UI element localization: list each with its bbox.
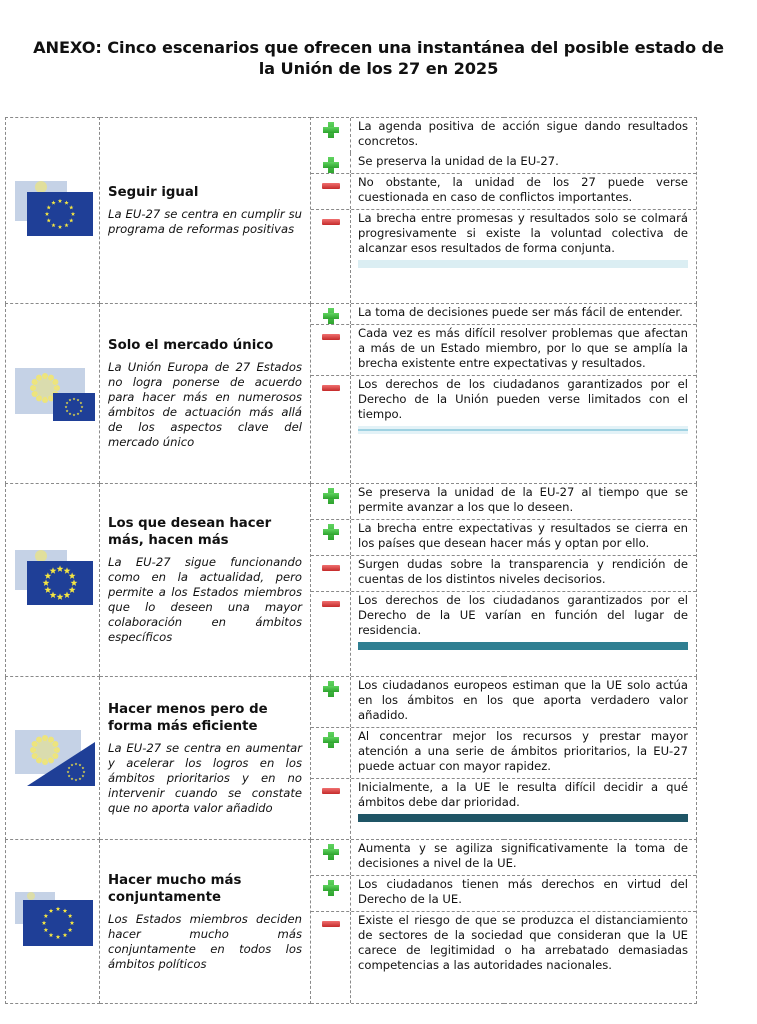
plus-icon — [323, 880, 339, 896]
item-text-content: Inicialmente, a la UE le resulta difícil decidir a qué ámbitos debe dar prioridad. — [358, 780, 688, 809]
eu-flag-small-icon — [15, 364, 95, 424]
advantage-item — [311, 118, 696, 153]
advantage-item — [311, 840, 696, 875]
scenario-row — [6, 840, 697, 1004]
scenario-description: La EU-27 se centra en cumplir su programa de reformas positivas — [108, 207, 302, 236]
integration-level-bar — [358, 426, 688, 434]
scenario-description-cell — [100, 484, 311, 677]
minus-icon — [322, 788, 340, 794]
scenario-description-cell — [100, 118, 311, 304]
item-text-content: No obstante, la unidad de los 27 puede verse cuestionada en caso de conflictos importantes. — [358, 175, 688, 204]
item-text-content: Los derechos de los ciudadanos garantizados por el Derecho de la Unión pueden verse limitados con el tiempo. — [358, 377, 688, 421]
sign-cell — [311, 779, 351, 839]
item-text-content: Al concentrar mejor los recursos y prestar mayor atención a una serie de ámbitos prioritarios, la EU-27 puede actuar con mayor rapidez. — [358, 729, 688, 773]
scenario-items-cell — [311, 118, 697, 304]
item-text-content: Existe el riesgo de que se produzca el distanciamiento de sectores de la sociedad que consideran que la UE carece de legitimidad o ha arrebatado demasiadas competencias a las autoridades nacionales. — [358, 913, 688, 972]
minus-icon — [322, 219, 340, 225]
sign-cell — [311, 174, 351, 209]
item-text-content: La brecha entre promesas y resultados solo se colmará progresivamente si existe la voluntad colectiva de alcanzar esos resultados de forma conjunta. — [358, 211, 688, 255]
scenario-flag-cell — [6, 304, 100, 484]
disadvantage-item — [311, 778, 696, 839]
scenario-description: Los Estados miembros deciden hacer mucho más conjuntamente en todos los ámbitos políticos — [108, 911, 302, 971]
item-text-content: Cada vez es más difícil resolver problemas que afectan a más de un Estado miembro, por lo que se amplía la brecha existente entre expectativas y resultados. — [358, 326, 688, 370]
item-text-content: La agenda positiva de acción sigue dando resultados concretos. — [358, 119, 688, 148]
item-text — [351, 779, 696, 839]
sign-cell — [311, 210, 351, 303]
minus-icon — [322, 334, 340, 340]
scenario-items-cell — [311, 840, 697, 1004]
scenario-row — [6, 677, 697, 840]
scenario-items-cell — [311, 304, 697, 484]
minus-icon — [322, 385, 340, 391]
scenario-flag-cell — [6, 484, 100, 677]
item-text — [351, 484, 696, 519]
plus-icon — [323, 122, 339, 138]
plus-icon — [323, 524, 339, 540]
scenario-row — [6, 484, 697, 677]
sign-cell — [311, 840, 351, 875]
eu-flag-full-icon — [15, 181, 95, 241]
minus-icon — [322, 601, 340, 607]
advantage-item — [311, 484, 696, 519]
disadvantage-item — [311, 911, 696, 1003]
item-text — [351, 840, 696, 875]
sign-cell — [311, 304, 351, 324]
scenario-description: La EU-27 se centra en aumentar y acelerar los logros en los ámbitos prioritarios y en no intervenir cuando se constate que no aporta valor añadido — [108, 740, 302, 815]
sign-cell — [311, 912, 351, 1003]
disadvantage-item — [311, 324, 696, 375]
integration-level-bar — [358, 260, 688, 268]
item-text — [351, 592, 696, 676]
item-text-content: Los derechos de los ciudadanos garantizados por el Derecho de la UE varían en función del lugar de residencia. — [358, 593, 688, 637]
scenario-title: Seguir igual — [108, 185, 199, 200]
scenario-description-cell — [100, 840, 311, 1004]
advantage-item — [311, 875, 696, 911]
scenario-row — [6, 118, 697, 304]
scenario-title: Hacer menos pero de forma más eficiente — [108, 701, 268, 734]
item-text — [351, 174, 696, 209]
scenario-title: Solo el mercado único — [108, 338, 274, 353]
advantage-item — [311, 153, 696, 173]
scenario-flag-cell — [6, 840, 100, 1004]
eu-flag-large-stars-icon — [15, 550, 95, 610]
item-text-content: Los ciudadanos europeos estiman que la UE solo actúa en los ámbitos en los que aporta verdadero valor añadido. — [358, 678, 688, 722]
item-text — [351, 912, 696, 1003]
scenario-description: La EU-27 sigue funcionando como en la actualidad, pero permite a los Estados miembros que lo deseen una mayor colaboración en ámbitos específicos — [108, 555, 302, 644]
scenario-flag-cell — [6, 118, 100, 304]
sign-cell — [311, 677, 351, 727]
advantage-item — [311, 727, 696, 778]
plus-icon — [323, 844, 339, 860]
disadvantage-item — [311, 173, 696, 209]
sign-cell — [311, 520, 351, 555]
sign-cell — [311, 376, 351, 483]
sign-cell — [311, 153, 351, 173]
sign-cell — [311, 325, 351, 375]
scenario-description-cell — [100, 304, 311, 484]
item-text-content: La brecha entre expectativas y resultados se cierra en los países que desean hacer más y optan por ello. — [358, 521, 688, 550]
item-text-content: Los ciudadanos tienen más derechos en virtud del Derecho de la UE. — [358, 877, 688, 906]
scenario-flag-cell — [6, 677, 100, 840]
minus-icon — [322, 921, 340, 927]
item-text — [351, 376, 696, 483]
item-text — [351, 677, 696, 727]
scenario-description-cell — [100, 677, 311, 840]
item-text-content: La toma de decisiones puede ser más fácil de entender. — [358, 305, 683, 319]
disadvantage-item — [311, 209, 696, 303]
disadvantage-item — [311, 375, 696, 483]
item-text — [351, 153, 696, 173]
plus-icon — [323, 157, 339, 173]
plus-icon — [323, 488, 339, 504]
disadvantage-item — [311, 591, 696, 676]
item-text — [351, 210, 696, 303]
eu-flag-triangle-icon — [15, 728, 95, 788]
sign-cell — [311, 592, 351, 676]
item-text — [351, 325, 696, 375]
eu-flag-wide-icon — [15, 892, 95, 952]
scenario-row — [6, 304, 697, 484]
item-text — [351, 728, 696, 778]
sign-cell — [311, 876, 351, 911]
minus-icon — [322, 565, 340, 571]
disadvantage-item — [311, 555, 696, 591]
sign-cell — [311, 484, 351, 519]
page-title-line-2: la Unión de los 27 en 2025 — [258, 59, 499, 78]
minus-icon — [322, 183, 340, 189]
scenario-title: Los que desean hacer más, hacen más — [108, 516, 272, 548]
integration-level-bar — [358, 642, 688, 650]
item-text-content: Se preserva la unidad de la EU-27 al tiempo que se permite avanzar a los que lo deseen. — [358, 485, 688, 514]
page-title-line-1: ANEXO: Cinco escenarios que ofrecen una instantánea del posible estado de — [33, 38, 724, 57]
item-text-content: Se preserva la unidad de la EU-27. — [358, 154, 559, 168]
plus-icon — [323, 681, 339, 697]
item-text-content: Aumenta y se agiliza significativamente la toma de decisiones a nivel de la UE. — [358, 841, 688, 870]
scenario-description: La Unión Europa de 27 Estados no logra ponerse de acuerdo para hacer más en numerosos ámbitos de actuación más allá de los aspectos clave del mercado único — [108, 360, 302, 449]
plus-icon — [323, 308, 339, 324]
advantage-item — [311, 677, 696, 727]
item-text — [351, 520, 696, 555]
page-title — [0, 37, 757, 79]
item-text — [351, 556, 696, 591]
advantage-item — [311, 304, 696, 324]
item-text — [351, 876, 696, 911]
integration-level-bar — [358, 814, 688, 822]
sign-cell — [311, 118, 351, 153]
scenario-items-cell — [311, 484, 697, 677]
item-text — [351, 118, 696, 153]
sign-cell — [311, 728, 351, 778]
item-text-content: Surgen dudas sobre la transparencia y rendición de cuentas de los distintos niveles decisorios. — [358, 557, 688, 586]
item-text — [351, 304, 696, 324]
advantage-item — [311, 519, 696, 555]
plus-icon — [323, 732, 339, 748]
sign-cell — [311, 556, 351, 591]
scenarios-table — [5, 117, 697, 1004]
scenario-title: Hacer mucho más conjuntamente — [108, 872, 242, 905]
scenario-items-cell — [311, 677, 697, 840]
